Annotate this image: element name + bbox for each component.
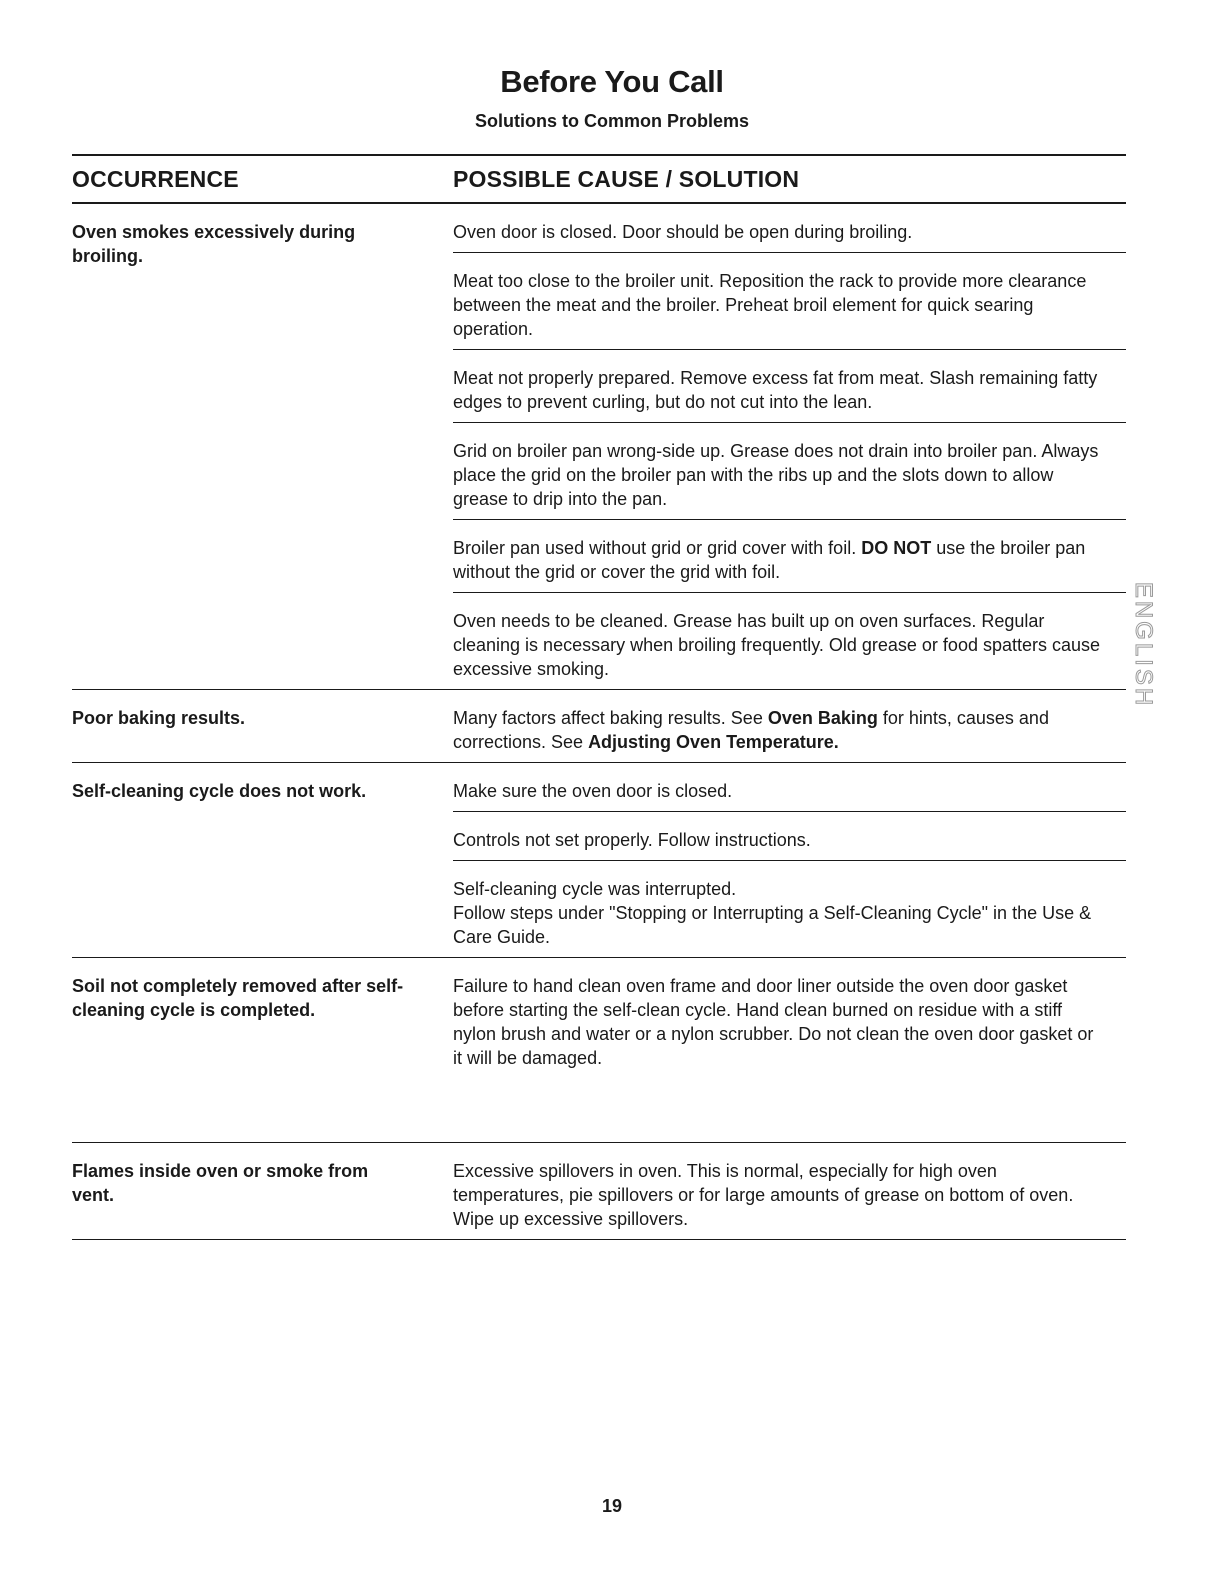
occurrence-column-header: OCCURRENCE: [72, 165, 239, 192]
solution-text: Meat too close to the broiler unit. Reposition the rack to provide more clearance between the meat and the broiler. Preheat broil element for quick searing operation.: [453, 271, 1087, 339]
table-row: [72, 690, 1126, 763]
solution-text: Follow steps under "Stopping or Interrupting a Self-Cleaning Cycle" in the Use & Care Guide.: [453, 903, 1092, 947]
solution-item: [453, 763, 1126, 811]
solution-item: [453, 592, 1126, 689]
table-header: [72, 154, 1126, 204]
table-row: [72, 958, 1126, 1143]
solution-emphasis: Adjusting Oven Temperature.: [588, 732, 839, 752]
solution-list: [453, 763, 1126, 957]
solution-item: [453, 958, 1126, 1142]
solution-item: [453, 1143, 1126, 1239]
solution-text: Self-cleaning cycle was interrupted.: [453, 879, 737, 899]
solution-text: Meat not properly prepared. Remove excess fat from meat. Slash remaining fatty edges to prevent curling, but do not cut into the lean.: [453, 368, 1098, 412]
solution-emphasis: Oven Baking: [767, 708, 878, 728]
solution-item: [453, 860, 1126, 957]
solution-text: Grid on broiler pan wrong-side up. Grease does not drain into broiler pan. Always place the grid on the broiler pan with the ribs up and the slots down to allow grease to drip into the pan.: [453, 441, 1099, 509]
troubleshooting-table: [72, 154, 1126, 1240]
page-subtitle: Solutions to Common Problems: [474, 111, 749, 131]
solution-item: [453, 811, 1126, 860]
table-row: [72, 1143, 1126, 1240]
occurrence-text: Soil not completely removed after self-cleaning cycle is completed.: [72, 976, 404, 1020]
occurrence-text: Oven smokes excessively during broiling.: [72, 222, 356, 266]
language-side-tab-label: ENGLISH: [1130, 581, 1157, 709]
occurrence-text: Flames inside oven or smoke from vent.: [72, 1161, 369, 1205]
solution-text: Excessive spillovers in oven. This is normal, especially for high oven temperatures, pie spillovers or for large amounts of grease on bottom of oven. Wipe up excessive spillovers.: [453, 1161, 1074, 1229]
table-row: [72, 204, 1126, 690]
solution-item: [453, 519, 1126, 592]
solution-item: [453, 252, 1126, 349]
solution-column-header: POSSIBLE CAUSE / SOLUTION: [453, 165, 800, 192]
table-body: [72, 204, 1126, 1240]
language-side-tab: [1126, 581, 1160, 709]
solution-emphasis: DO NOT: [861, 538, 932, 558]
solution-item: [453, 422, 1126, 519]
solution-text: Many factors affect baking results. See: [453, 708, 768, 728]
solution-item: [453, 349, 1126, 422]
solution-text: Oven door is closed. Door should be open during broiling.: [453, 222, 913, 242]
page-number: 19: [601, 1496, 623, 1516]
solution-text: for hints, causes and corrections. See: [453, 708, 1049, 752]
solution-text: Failure to hand clean oven frame and door liner outside the oven door gasket before starting the self-clean cycle. Hand clean burned on residue with a stiff nylon brush and water or a nylon scrubber. Do not clean the oven door gasket or it will be damaged.: [453, 976, 1094, 1068]
solution-text: Make sure the oven door is closed.: [453, 781, 733, 801]
solution-item: [453, 204, 1126, 252]
solution-list: [453, 690, 1126, 762]
solution-text: Oven needs to be cleaned. Grease has built up on oven surfaces. Regular cleaning is necessary when broiling frequently. Old grease or food spatters cause excessive smoking.: [453, 611, 1101, 679]
solution-item: [453, 690, 1126, 762]
page-title: Before You Call: [500, 64, 724, 99]
solution-list: [453, 958, 1126, 1142]
occurrence-text: Poor baking results.: [72, 708, 246, 728]
table-row: [72, 763, 1126, 958]
solution-list: [453, 1143, 1126, 1239]
solution-list: [453, 204, 1126, 689]
solution-text: Controls not set properly. Follow instructions.: [453, 830, 811, 850]
occurrence-text: Self-cleaning cycle does not work.: [72, 781, 367, 801]
solution-text: use the broiler pan without the grid or cover the grid with foil.: [453, 538, 1086, 582]
solution-text: Broiler pan used without grid or grid cover with foil.: [453, 538, 862, 558]
